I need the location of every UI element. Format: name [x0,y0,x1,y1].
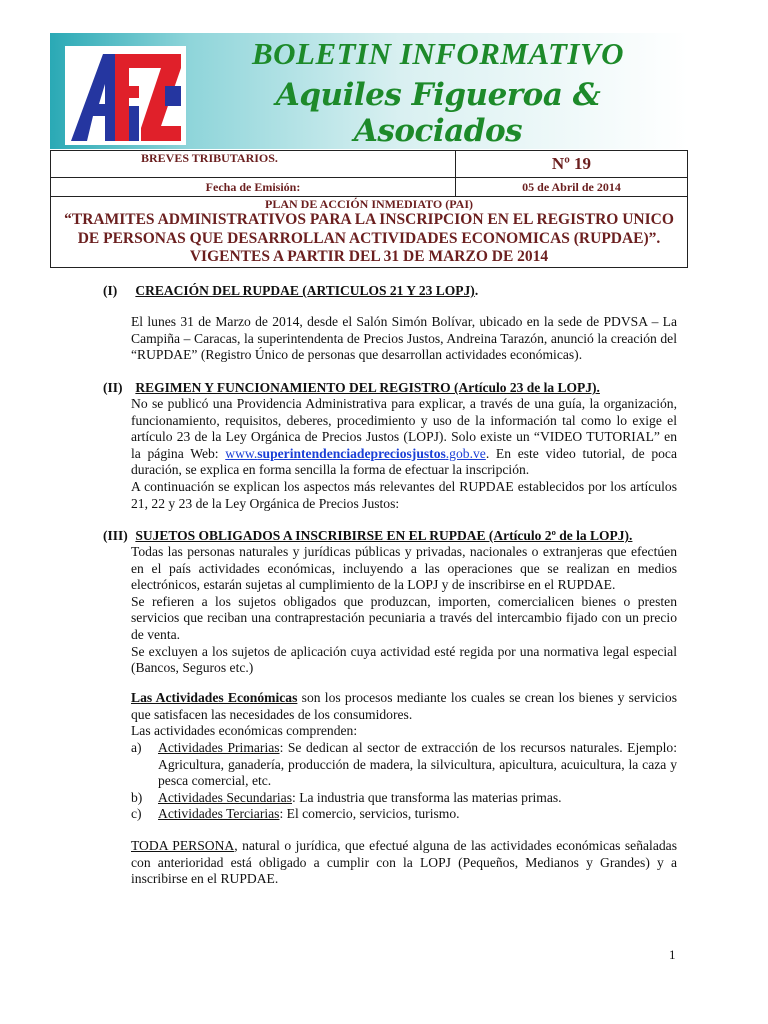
section-3-p1: Todas las personas naturales y jurídicas públicas y privadas, nacionales o extranjeras que efectúen en el país actividades económicas, incluyendo a las operaciones que se realizan en medios electrónicos, estarán sujetas al cumplimiento de la LOPJ y de inscribirse en el RUPDAE. [131,544,677,593]
list-marker: c) [131,806,142,822]
list-term: Actividades Terciarias [158,806,280,822]
toda-persona-text: , natural o jurídica, que efectué alguna de las actividades económicas señaladas con anterioridad está obligado a cumplir con la LOPJ (Pequeños, Medianos y Grandes) y a inscribirse en el RUPDAE. [131,838,677,887]
section-2-body [131,396,677,512]
info-table [50,150,688,268]
plan-heading: PLAN DE ACCIÓN INMEDIATO (PAI) [264,197,473,211]
section-2-p1-text: No se publicó una Providencia Administrativa para explicar, a través de una guía, la organización, funcionamiento, requisitos, deberes, procedimiento y uso de la información tal como lo exige el artículo 23 de la Ley Orgánica de Precios Justos (LOPJ). Solo existe un “VIDEO TUTORIAL” en la página Web: [131,396,677,461]
list-text: : El comercio, servicios, turismo. [279,806,460,822]
fecha-label: Fecha de Emisión: [51,178,456,197]
breves-label: BREVES TRIBUTARIOS. [51,151,456,178]
section-2-p1-tail: . En este video tutorial, de poca duración, se explica en forma sencilla la forma de efectuar la inscripción. [131,445,677,478]
list-term: Actividades Secundarias [158,789,293,805]
header-banner [50,33,688,149]
actividades-intro [131,690,677,723]
section-1-dot: . [474,283,479,298]
afz-logo [65,46,186,145]
section-3-p3: Se excluyen a los sujetos de aplicación cuya actividad esté regida por una normativa legal especial (Bancos, Seguros etc.) [131,643,677,676]
section-1-roman: (I) [103,283,118,298]
toda-persona-block [131,838,677,888]
bulletin-title: BOLETIN INFORMATIVO [251,36,625,71]
section-3-body [131,544,677,677]
section-1-body [131,314,677,364]
link-domain: superintendenciadepreciosjustos [257,445,446,461]
section-2-p1 [131,396,677,479]
toda-persona-heading: TODA PERSONA [131,838,235,853]
list-item [131,806,677,823]
actividades-definition: son los procesos mediante los cuales se crean los bienes y servicios que satisfacen las necesidades de los consumidores. [131,690,677,722]
section-3-roman: (III) [103,528,128,543]
section-2-roman: (II) [103,380,123,395]
section-1-title: CREACIÓN DEL RUPDAE (ARTICULOS 21 Y 23 LOPJ) [135,283,475,298]
list-item [131,740,677,790]
tramites-title: “TRAMITES ADMINISTRATIVOS PARA LA INSCRIPCION EN EL REGISTRO UNICO DE PERSONAS QUE DESARROLLAN ACTIVIDADES ECONOMICAS (RUPDAE)”. VIGENTES A PARTIR DEL 31 DE MARZO DE 2014 [64,211,674,266]
issue-number: Nº 19 [456,151,688,178]
link-www: www. [225,445,258,461]
section-2-title: REGIMEN Y FUNCIONAMIENTO DEL REGISTRO (Artículo 23 de la LOPJ). [135,380,600,395]
section-3-heading [103,528,632,544]
actividades-comprenden: Las actividades económicas comprenden: [131,723,358,739]
actividades-heading: Las Actividades Económicas [131,690,298,705]
list-item [131,790,677,807]
list-term: Actividades Primarias [158,740,280,755]
section-2-p2: A continuación se explican los aspectos más relevantes del RUPDAE establecidos por los artículos 21, 22 y 23 de la Ley Orgánica de Precios Justos: [131,478,677,511]
section-3-title: SUJETOS OBLIGADOS A INSCRIBIRSE EN EL RUPDAE (Artículo 2º de la LOPJ). [135,528,633,543]
actividades-list [131,740,677,823]
section-3-p2: Se refieren a los sujetos obligados que produzcan, importen, comercialicen bienes o presten servicios que reciban una contraprestación pecuniaria a través del intercambio fijado con un precio de venta. [131,593,677,642]
toda-persona-p [131,838,677,888]
list-marker: a) [131,740,142,755]
fecha-value: 05 de Abril de 2014 [456,178,688,197]
section-2-heading [103,380,600,396]
superintendencia-link[interactable] [225,446,486,461]
link-tld: .gob.ve [445,445,486,461]
list-text: : Se dedican al sector de extracción de los recursos naturales. Ejemplo: Agricultura, ganadería, producción de madera, la silvicultura, apicultura, acuicultura, la caza y pesca comercial, etc. [158,740,677,789]
section-1-p1: El lunes 31 de Marzo de 2014, desde el Salón Simón Bolívar, ubicado en la sede de PDVSA – La Campiña – Caracas, la superintendenta de Precios Justos, Andreina Tarazón, anunció la creación del “RUPDAE” (Registro Único de personas que desarrollan actividades económicas). [131,314,677,363]
list-marker: b) [131,789,143,805]
firm-name: Aquiles Figueroa & Asociados [275,77,601,149]
actividades-block [131,690,677,740]
list-text: : La industria que transforma las materias primas. [292,789,562,805]
page-number: 1 [669,947,676,962]
section-1-heading [103,283,478,299]
